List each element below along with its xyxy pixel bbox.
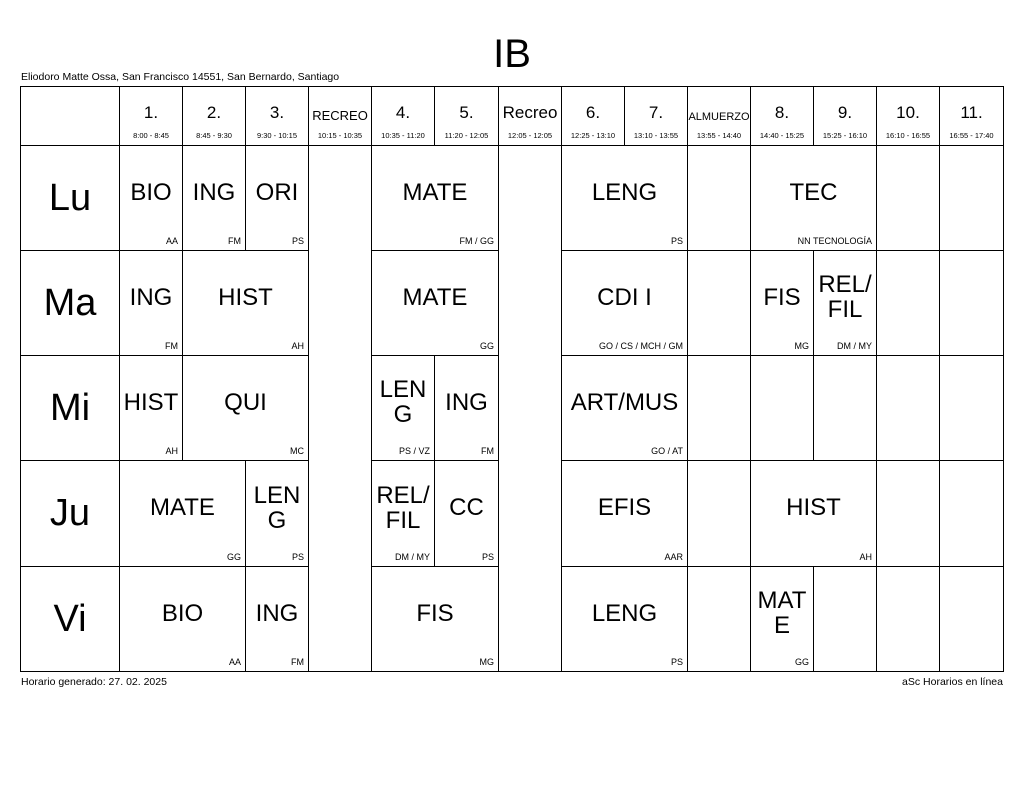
lesson-teacher: PS: [291, 552, 304, 562]
lesson-cell[interactable]: [371, 566, 499, 672]
period-header: [939, 86, 1004, 146]
lesson-cell[interactable]: [371, 460, 435, 567]
period-label: RECREO: [312, 108, 368, 123]
lesson-subject: ING: [129, 283, 173, 311]
page-title: IB: [493, 32, 531, 76]
lesson-subject: MATE: [757, 587, 807, 639]
empty-slot: [939, 355, 1004, 461]
lesson-cell[interactable]: [371, 355, 435, 461]
lesson-subject: REL/FIL: [818, 271, 872, 323]
lesson-cell[interactable]: [750, 460, 877, 567]
empty-slot: [687, 250, 751, 356]
lesson-cell[interactable]: [119, 250, 183, 356]
empty-slot: [939, 566, 1004, 672]
lesson-teacher: PS: [670, 236, 683, 246]
period-time: 8:00 - 8:45: [133, 131, 169, 140]
break-column: [498, 145, 562, 672]
period-time: 12:05 - 12:05: [507, 131, 553, 140]
lesson-teacher: FM: [165, 341, 178, 351]
lesson-teacher: DM / MY: [395, 552, 430, 562]
lesson-teacher: GG: [226, 552, 241, 562]
break-column: [308, 145, 372, 672]
lesson-cell[interactable]: [561, 250, 688, 356]
empty-slot: [876, 145, 940, 251]
lesson-cell[interactable]: [182, 145, 246, 251]
lesson-teacher: MC: [290, 446, 304, 456]
period-label: 3.: [269, 103, 285, 122]
lesson-subject: QUI: [224, 388, 267, 416]
lesson-subject: ORI: [255, 178, 299, 206]
lesson-teacher: FM / GG: [459, 236, 494, 246]
lesson-teacher: NN TECNOLOGÍA: [797, 236, 872, 246]
header-corner: [20, 86, 120, 146]
lesson-cell[interactable]: [434, 460, 499, 567]
day-name: Ma: [43, 281, 97, 324]
lesson-cell[interactable]: [371, 250, 499, 356]
lesson-cell[interactable]: [561, 145, 688, 251]
generated-date: Horario generado: 27. 02. 2025: [21, 676, 167, 688]
lesson-teacher: PS: [291, 236, 304, 246]
lesson-cell[interactable]: [750, 566, 814, 672]
period-label: 11.: [960, 103, 983, 122]
period-header: [308, 86, 372, 146]
lesson-teacher: FM: [228, 236, 241, 246]
period-label: 2.: [206, 103, 222, 122]
empty-slot: [687, 145, 751, 251]
lesson-subject: FIS: [416, 599, 454, 627]
period-time: 13:55 - 14:40: [696, 131, 742, 140]
lesson-subject: MATE: [150, 494, 215, 521]
lesson-teacher: GG: [479, 341, 494, 351]
empty-slot: [939, 460, 1004, 567]
period-label: 7.: [648, 103, 664, 122]
lesson-cell[interactable]: [119, 145, 183, 251]
school-address: Eliodoro Matte Ossa, San Francisco 14551, San Bernardo, Santiago: [21, 71, 340, 83]
lesson-cell[interactable]: [182, 355, 309, 461]
lesson-cell[interactable]: [561, 355, 688, 461]
period-header: [750, 86, 814, 146]
lesson-subject: BIO: [130, 178, 172, 206]
app-credit: aSc Horarios en línea: [902, 676, 1003, 688]
empty-slot: [813, 355, 877, 461]
day-label-cell: [20, 460, 120, 567]
lesson-cell[interactable]: [119, 566, 246, 672]
lesson-subject: LENG: [591, 599, 658, 627]
lesson-subject: HIST: [786, 494, 841, 521]
period-header: [687, 86, 751, 146]
lesson-subject: CDI I: [597, 283, 652, 311]
day-name: Vi: [53, 597, 87, 640]
empty-slot: [876, 355, 940, 461]
lesson-teacher: GO / AT: [651, 446, 683, 456]
empty-slot: [687, 566, 751, 672]
period-label: Recreo: [502, 103, 558, 122]
period-header: [561, 86, 625, 146]
period-time: 15:25 - 16:10: [822, 131, 868, 140]
empty-slot: [876, 460, 940, 567]
lesson-teacher: PS: [670, 657, 683, 667]
period-time: 16:55 - 17:40: [949, 131, 994, 140]
lesson-teacher: MG: [794, 341, 809, 351]
lesson-teacher: PS: [481, 552, 494, 562]
period-header: [624, 86, 688, 146]
empty-slot: [687, 460, 751, 567]
period-time: 10:35 - 11:20: [381, 131, 425, 140]
empty-slot: [939, 145, 1004, 251]
period-header: [119, 86, 183, 146]
empty-slot: [876, 250, 940, 356]
lesson-teacher: PS / VZ: [398, 446, 430, 456]
lesson-teacher: FM: [291, 657, 304, 667]
lesson-subject: BIO: [161, 599, 204, 627]
empty-slot: [876, 566, 940, 672]
lesson-teacher: MG: [479, 657, 494, 667]
period-time: 14:40 - 15:25: [759, 131, 805, 140]
lesson-teacher: AH: [165, 446, 178, 456]
empty-slot: [813, 566, 877, 672]
lesson-subject: ING: [192, 178, 236, 206]
period-header: [813, 86, 877, 146]
period-label: 5.: [459, 103, 474, 122]
period-time: 8:45 - 9:30: [196, 131, 232, 140]
lesson-subject: HIST: [218, 283, 273, 311]
lesson-cell[interactable]: [813, 250, 877, 356]
empty-slot: [687, 355, 751, 461]
day-label-cell: [20, 145, 120, 251]
period-label: 9.: [837, 103, 853, 122]
lesson-subject: LENG: [379, 376, 427, 428]
lesson-cell[interactable]: [245, 460, 309, 567]
lesson-subject: TEC: [789, 178, 838, 206]
period-label: 1.: [143, 103, 159, 122]
day-name: Mi: [49, 386, 91, 429]
lesson-subject: LENG: [253, 481, 301, 534]
lesson-subject: LENG: [591, 178, 658, 206]
period-time: 16:10 - 16:55: [885, 131, 931, 140]
lesson-cell[interactable]: [561, 460, 688, 567]
day-name: Lu: [48, 176, 92, 219]
lesson-teacher: AA: [228, 657, 241, 667]
empty-slot: [939, 250, 1004, 356]
lesson-cell[interactable]: [245, 145, 309, 251]
lesson-subject: CC: [449, 494, 484, 521]
lesson-teacher: AAR: [664, 552, 683, 562]
period-header: [876, 86, 940, 146]
period-header: [434, 86, 499, 146]
period-time: 11:20 - 12:05: [444, 131, 489, 140]
period-header: [245, 86, 309, 146]
period-label: 4.: [395, 103, 411, 122]
lesson-subject: HIST: [123, 388, 179, 416]
lesson-teacher: FM: [481, 446, 494, 456]
empty-slot: [750, 355, 814, 461]
lesson-subject: REL/FIL: [376, 481, 430, 534]
period-label: 6.: [585, 103, 601, 122]
lesson-subject: FIS: [763, 283, 801, 311]
period-label: 10.: [896, 103, 920, 122]
lesson-cell[interactable]: [245, 566, 309, 672]
lesson-subject: MATE: [402, 283, 468, 311]
lesson-subject: ING: [255, 599, 299, 627]
lesson-subject: ART/MUS: [570, 388, 679, 416]
period-header: [498, 86, 562, 146]
lesson-cell[interactable]: [182, 250, 309, 356]
lesson-subject: EFIS: [597, 494, 652, 521]
period-time: 9:30 - 10:15: [256, 131, 298, 140]
period-header: [371, 86, 435, 146]
period-label: 8.: [774, 103, 790, 122]
lesson-cell[interactable]: [119, 460, 246, 567]
day-label-cell: [20, 355, 120, 461]
day-name: Ju: [49, 492, 91, 534]
lesson-cell[interactable]: [371, 145, 499, 251]
lesson-teacher: GG: [794, 657, 809, 667]
period-time: 12:25 - 13:10: [570, 131, 616, 140]
period-header: [182, 86, 246, 146]
period-label: ALMUERZO: [688, 111, 750, 123]
lesson-cell[interactable]: [750, 250, 814, 356]
lesson-teacher: DM / MY: [837, 341, 872, 351]
day-label-cell: [20, 250, 120, 356]
lesson-cell[interactable]: [119, 355, 183, 461]
period-time: 10:15 - 10:35: [317, 131, 363, 140]
lesson-teacher: GO / CS / MCH / GM: [598, 341, 683, 351]
lesson-teacher: AH: [859, 552, 872, 562]
lesson-subject: MATE: [402, 178, 468, 206]
period-time: 13:10 - 13:55: [633, 131, 679, 140]
lesson-cell[interactable]: [434, 355, 499, 461]
lesson-teacher: AH: [291, 341, 304, 351]
lesson-subject: ING: [445, 388, 488, 416]
lesson-cell[interactable]: [750, 145, 877, 251]
lesson-teacher: AA: [165, 236, 178, 246]
lesson-cell[interactable]: [561, 566, 688, 672]
day-label-cell: [20, 566, 120, 672]
